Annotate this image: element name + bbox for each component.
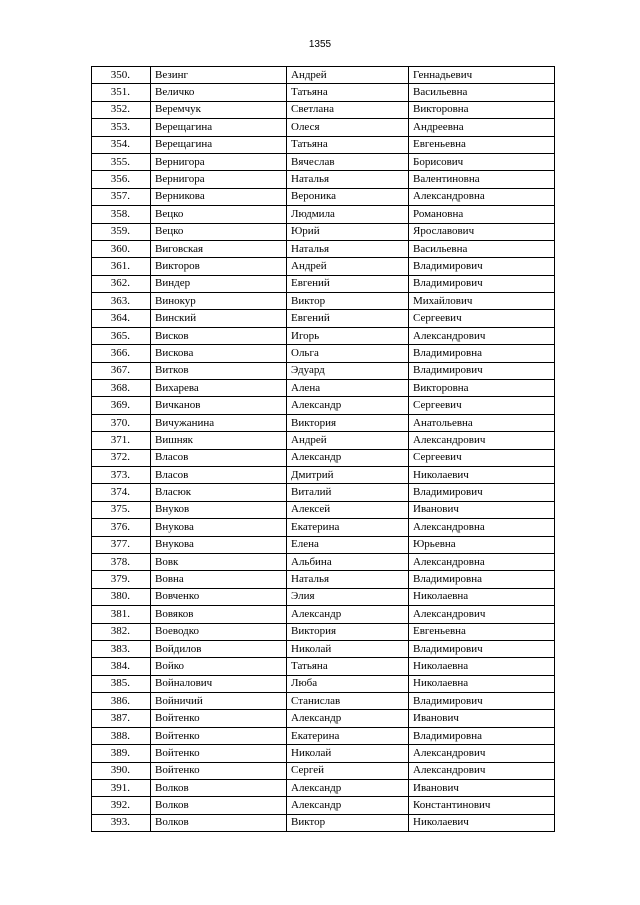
- first-name-cell: Александр: [287, 780, 409, 797]
- surname-cell: Верещагина: [151, 136, 287, 153]
- row-number-cell: 367.: [92, 362, 151, 379]
- row-number-cell: 360.: [92, 240, 151, 257]
- row-number-cell: 385.: [92, 675, 151, 692]
- row-number-cell: 368.: [92, 380, 151, 397]
- surname-cell: Везинг: [151, 67, 287, 84]
- surname-cell: Внукова: [151, 519, 287, 536]
- table-row: [92, 397, 555, 414]
- patronymic-cell: Александровна: [409, 519, 555, 536]
- surname-cell: Вискова: [151, 345, 287, 362]
- first-name-cell: Виктория: [287, 623, 409, 640]
- table-row: [92, 101, 555, 118]
- patronymic-cell: Владимирович: [409, 640, 555, 657]
- row-number-cell: 391.: [92, 780, 151, 797]
- row-number-cell: 359.: [92, 223, 151, 240]
- row-number-cell: 366.: [92, 345, 151, 362]
- row-number-cell: 384.: [92, 658, 151, 675]
- first-name-cell: Ольга: [287, 345, 409, 362]
- table-row: [92, 727, 555, 744]
- row-number-cell: 392.: [92, 797, 151, 814]
- patronymic-cell: Владимирович: [409, 693, 555, 710]
- roster-table: [91, 66, 555, 832]
- patronymic-cell: Валентиновна: [409, 171, 555, 188]
- patronymic-cell: Владимировна: [409, 571, 555, 588]
- row-number-cell: 369.: [92, 397, 151, 414]
- patronymic-cell: Сергеевич: [409, 449, 555, 466]
- first-name-cell: Александр: [287, 449, 409, 466]
- first-name-cell: Евгений: [287, 310, 409, 327]
- first-name-cell: Альбина: [287, 553, 409, 570]
- table-row: [92, 814, 555, 831]
- patronymic-cell: Владимирович: [409, 258, 555, 275]
- table-row: [92, 67, 555, 84]
- surname-cell: Войко: [151, 658, 287, 675]
- table-row: [92, 780, 555, 797]
- row-number-cell: 377.: [92, 536, 151, 553]
- first-name-cell: Вячеслав: [287, 153, 409, 170]
- surname-cell: Власов: [151, 449, 287, 466]
- patronymic-cell: Владимирович: [409, 275, 555, 292]
- first-name-cell: Эдуард: [287, 362, 409, 379]
- table-row: [92, 623, 555, 640]
- row-number-cell: 388.: [92, 727, 151, 744]
- first-name-cell: Татьяна: [287, 658, 409, 675]
- patronymic-cell: Николаевич: [409, 814, 555, 831]
- surname-cell: Величко: [151, 84, 287, 101]
- row-number-cell: 379.: [92, 571, 151, 588]
- first-name-cell: Евгений: [287, 275, 409, 292]
- row-number-cell: 356.: [92, 171, 151, 188]
- patronymic-cell: Борисович: [409, 153, 555, 170]
- table-row: [92, 745, 555, 762]
- first-name-cell: Татьяна: [287, 136, 409, 153]
- row-number-cell: 375.: [92, 501, 151, 518]
- table-row: [92, 223, 555, 240]
- table-row: [92, 362, 555, 379]
- row-number-cell: 389.: [92, 745, 151, 762]
- patronymic-cell: Сергеевич: [409, 310, 555, 327]
- first-name-cell: Виктор: [287, 293, 409, 310]
- first-name-cell: Вероника: [287, 188, 409, 205]
- surname-cell: Вичужанина: [151, 414, 287, 431]
- surname-cell: Волков: [151, 797, 287, 814]
- row-number-cell: 355.: [92, 153, 151, 170]
- first-name-cell: Александр: [287, 797, 409, 814]
- patronymic-cell: Викторовна: [409, 101, 555, 118]
- table-row: [92, 501, 555, 518]
- table-row: [92, 693, 555, 710]
- table-row: [92, 258, 555, 275]
- row-number-cell: 393.: [92, 814, 151, 831]
- table-row: [92, 710, 555, 727]
- patronymic-cell: Николаевич: [409, 466, 555, 483]
- surname-cell: Вернигора: [151, 153, 287, 170]
- first-name-cell: Светлана: [287, 101, 409, 118]
- surname-cell: Власюк: [151, 484, 287, 501]
- first-name-cell: Наталья: [287, 240, 409, 257]
- table-row: [92, 171, 555, 188]
- surname-cell: Войналович: [151, 675, 287, 692]
- page-number: 1355: [308, 39, 332, 50]
- patronymic-cell: Александрович: [409, 745, 555, 762]
- table-row: [92, 519, 555, 536]
- surname-cell: Вихарева: [151, 380, 287, 397]
- table-row: [92, 240, 555, 257]
- row-number-cell: 364.: [92, 310, 151, 327]
- surname-cell: Волков: [151, 814, 287, 831]
- first-name-cell: Николай: [287, 745, 409, 762]
- patronymic-cell: Владимирович: [409, 484, 555, 501]
- row-number-cell: 383.: [92, 640, 151, 657]
- row-number-cell: 370.: [92, 414, 151, 431]
- table-row: [92, 658, 555, 675]
- first-name-cell: Люба: [287, 675, 409, 692]
- first-name-cell: Николай: [287, 640, 409, 657]
- surname-cell: Вовяков: [151, 606, 287, 623]
- first-name-cell: Андрей: [287, 67, 409, 84]
- first-name-cell: Дмитрий: [287, 466, 409, 483]
- first-name-cell: Наталья: [287, 171, 409, 188]
- patronymic-cell: Иванович: [409, 501, 555, 518]
- surname-cell: Висков: [151, 327, 287, 344]
- row-number-cell: 354.: [92, 136, 151, 153]
- table-row: [92, 466, 555, 483]
- patronymic-cell: Романовна: [409, 206, 555, 223]
- row-number-cell: 387.: [92, 710, 151, 727]
- table-row: [92, 484, 555, 501]
- surname-cell: Воеводко: [151, 623, 287, 640]
- first-name-cell: Алена: [287, 380, 409, 397]
- first-name-cell: Андрей: [287, 432, 409, 449]
- first-name-cell: Наталья: [287, 571, 409, 588]
- first-name-cell: Александр: [287, 397, 409, 414]
- surname-cell: Викторов: [151, 258, 287, 275]
- row-number-cell: 371.: [92, 432, 151, 449]
- surname-cell: Верникова: [151, 188, 287, 205]
- first-name-cell: Андрей: [287, 258, 409, 275]
- patronymic-cell: Николаевна: [409, 658, 555, 675]
- patronymic-cell: Александровна: [409, 553, 555, 570]
- table-row: [92, 188, 555, 205]
- surname-cell: Войдилов: [151, 640, 287, 657]
- first-name-cell: Олеся: [287, 119, 409, 136]
- first-name-cell: Сергей: [287, 762, 409, 779]
- surname-cell: Винский: [151, 310, 287, 327]
- patronymic-cell: Юрьевна: [409, 536, 555, 553]
- row-number-cell: 381.: [92, 606, 151, 623]
- patronymic-cell: Александрович: [409, 606, 555, 623]
- table-row: [92, 345, 555, 362]
- row-number-cell: 376.: [92, 519, 151, 536]
- surname-cell: Вичканов: [151, 397, 287, 414]
- first-name-cell: Станислав: [287, 693, 409, 710]
- table-row: [92, 119, 555, 136]
- surname-cell: Вовна: [151, 571, 287, 588]
- table-row: [92, 380, 555, 397]
- table-row: [92, 136, 555, 153]
- table-row: [92, 571, 555, 588]
- surname-cell: Вовченко: [151, 588, 287, 605]
- surname-cell: Власов: [151, 466, 287, 483]
- patronymic-cell: Александрович: [409, 327, 555, 344]
- patronymic-cell: Евгеньевна: [409, 136, 555, 153]
- table-row: [92, 797, 555, 814]
- surname-cell: Внуков: [151, 501, 287, 518]
- patronymic-cell: Владимировна: [409, 727, 555, 744]
- surname-cell: Вернигора: [151, 171, 287, 188]
- first-name-cell: Элия: [287, 588, 409, 605]
- surname-cell: Волков: [151, 780, 287, 797]
- surname-cell: Войтенко: [151, 727, 287, 744]
- patronymic-cell: Сергеевич: [409, 397, 555, 414]
- first-name-cell: Виталий: [287, 484, 409, 501]
- table-row: [92, 84, 555, 101]
- patronymic-cell: Евгеньевна: [409, 623, 555, 640]
- row-number-cell: 378.: [92, 553, 151, 570]
- surname-cell: Витков: [151, 362, 287, 379]
- patronymic-cell: Александрович: [409, 432, 555, 449]
- patronymic-cell: Николаевна: [409, 675, 555, 692]
- surname-cell: Винокур: [151, 293, 287, 310]
- table-row: [92, 675, 555, 692]
- patronymic-cell: Иванович: [409, 710, 555, 727]
- table-row: [92, 327, 555, 344]
- first-name-cell: Екатерина: [287, 727, 409, 744]
- row-number-cell: 362.: [92, 275, 151, 292]
- table-row: [92, 536, 555, 553]
- surname-cell: Вецко: [151, 206, 287, 223]
- table-row: [92, 588, 555, 605]
- first-name-cell: Игорь: [287, 327, 409, 344]
- row-number-cell: 351.: [92, 84, 151, 101]
- surname-cell: Войтенко: [151, 710, 287, 727]
- first-name-cell: Виктор: [287, 814, 409, 831]
- surname-cell: Виндер: [151, 275, 287, 292]
- table-row: [92, 606, 555, 623]
- first-name-cell: Алексей: [287, 501, 409, 518]
- surname-cell: Виговская: [151, 240, 287, 257]
- row-number-cell: 390.: [92, 762, 151, 779]
- first-name-cell: Людмила: [287, 206, 409, 223]
- patronymic-cell: Ярославович: [409, 223, 555, 240]
- patronymic-cell: Константинович: [409, 797, 555, 814]
- first-name-cell: Александр: [287, 710, 409, 727]
- table-row: [92, 762, 555, 779]
- patronymic-cell: Владимировна: [409, 345, 555, 362]
- row-number-cell: 374.: [92, 484, 151, 501]
- first-name-cell: Юрий: [287, 223, 409, 240]
- patronymic-cell: Васильевна: [409, 84, 555, 101]
- table-row: [92, 310, 555, 327]
- table-row: [92, 153, 555, 170]
- row-number-cell: 365.: [92, 327, 151, 344]
- surname-cell: Войтенко: [151, 745, 287, 762]
- table-row: [92, 275, 555, 292]
- patronymic-cell: Николаевна: [409, 588, 555, 605]
- row-number-cell: 352.: [92, 101, 151, 118]
- table-row: [92, 449, 555, 466]
- surname-cell: Внукова: [151, 536, 287, 553]
- patronymic-cell: Александрович: [409, 762, 555, 779]
- surname-cell: Верещагина: [151, 119, 287, 136]
- row-number-cell: 386.: [92, 693, 151, 710]
- patronymic-cell: Геннадьевич: [409, 67, 555, 84]
- surname-cell: Вишняк: [151, 432, 287, 449]
- row-number-cell: 372.: [92, 449, 151, 466]
- surname-cell: Вецко: [151, 223, 287, 240]
- first-name-cell: Александр: [287, 606, 409, 623]
- table-row: [92, 293, 555, 310]
- surname-cell: Войтенко: [151, 762, 287, 779]
- patronymic-cell: Васильевна: [409, 240, 555, 257]
- patronymic-cell: Анатольевна: [409, 414, 555, 431]
- first-name-cell: Елена: [287, 536, 409, 553]
- row-number-cell: 361.: [92, 258, 151, 275]
- table-row: [92, 432, 555, 449]
- row-number-cell: 350.: [92, 67, 151, 84]
- patronymic-cell: Андреевна: [409, 119, 555, 136]
- first-name-cell: Татьяна: [287, 84, 409, 101]
- row-number-cell: 363.: [92, 293, 151, 310]
- first-name-cell: Виктория: [287, 414, 409, 431]
- patronymic-cell: Иванович: [409, 780, 555, 797]
- table-row: [92, 206, 555, 223]
- patronymic-cell: Викторовна: [409, 380, 555, 397]
- row-number-cell: 357.: [92, 188, 151, 205]
- row-number-cell: 358.: [92, 206, 151, 223]
- table-row: [92, 640, 555, 657]
- surname-cell: Войничий: [151, 693, 287, 710]
- table-row: [92, 414, 555, 431]
- roster-body: [92, 67, 555, 832]
- first-name-cell: Екатерина: [287, 519, 409, 536]
- surname-cell: Веремчук: [151, 101, 287, 118]
- patronymic-cell: Александровна: [409, 188, 555, 205]
- row-number-cell: 353.: [92, 119, 151, 136]
- patronymic-cell: Михайлович: [409, 293, 555, 310]
- row-number-cell: 382.: [92, 623, 151, 640]
- table-row: [92, 553, 555, 570]
- row-number-cell: 380.: [92, 588, 151, 605]
- patronymic-cell: Владимирович: [409, 362, 555, 379]
- surname-cell: Вовк: [151, 553, 287, 570]
- row-number-cell: 373.: [92, 466, 151, 483]
